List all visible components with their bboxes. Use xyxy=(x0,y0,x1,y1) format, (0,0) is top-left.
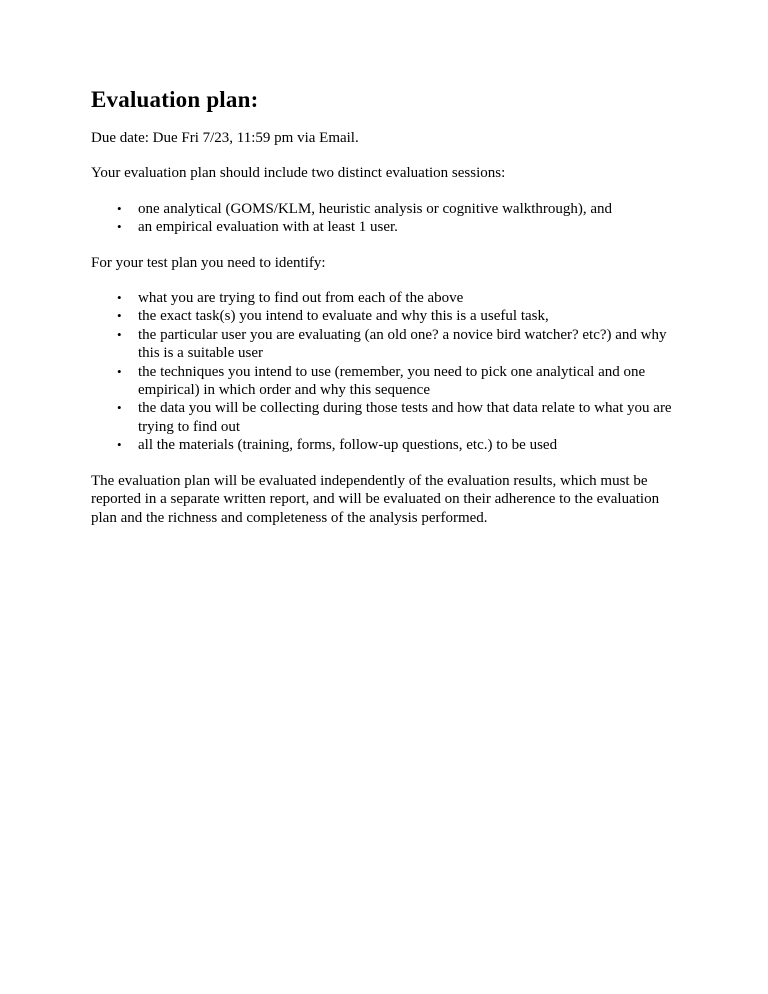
list-item xyxy=(91,289,678,307)
bullet-list-session-types xyxy=(91,200,678,237)
bullet-icon: • xyxy=(117,437,122,453)
paragraph-intro: Your evaluation plan should include two distinct evaluation sessions: xyxy=(91,165,506,182)
bullet-icon: • xyxy=(117,363,122,379)
list-item-text: the techniques you intend to use (remember, you need to pick one analytical and one empirical) in which order and why this sequence xyxy=(138,363,646,399)
bullet-icon: • xyxy=(117,326,122,342)
paragraph-test-plan-intro: For your test plan you need to identify: xyxy=(91,254,326,271)
bullet-icon: • xyxy=(117,219,122,235)
page-title: Evaluation plan: xyxy=(91,87,259,112)
list-item xyxy=(91,200,678,218)
list-item-text: one analytical (GOMS/KLM, heuristic analysis or cognitive walkthrough), and xyxy=(138,200,613,217)
bullet-icon: • xyxy=(117,200,122,216)
bullet-list-identify xyxy=(91,289,678,455)
paragraph-due-date: Due date: Due Fri 7/23, 11:59 pm via Email. xyxy=(91,130,359,146)
list-item-text: an empirical evaluation with at least 1 user. xyxy=(138,219,398,236)
bullet-icon: • xyxy=(117,308,122,324)
list-item-text: all the materials (training, forms, follow-up questions, etc.) to be used xyxy=(138,437,558,454)
list-item xyxy=(91,436,678,454)
bullet-icon: • xyxy=(117,290,122,306)
list-item xyxy=(91,363,678,400)
list-item-text: the particular user you are evaluating (an old one? a novice bird watcher? etc?) and why this is a suitable user xyxy=(138,326,667,362)
list-item-text: the exact task(s) you intend to evaluate and why this is a useful task, xyxy=(138,308,549,325)
list-item xyxy=(91,218,678,236)
list-item xyxy=(91,326,678,363)
bullet-icon: • xyxy=(117,400,122,416)
list-item-text: what you are trying to find out from each of the above xyxy=(138,290,464,307)
list-item xyxy=(91,399,678,436)
list-item xyxy=(91,307,678,325)
list-item-text: the data you will be collecting during those tests and how that data relate to what you are trying to find out xyxy=(138,400,672,435)
paragraph-closing: The evaluation plan will be evaluated independently of the evaluation results, which must be reported in a separate written report, and will be evaluated on their adherence to the evaluation plan and the richness and completeness of the analysis performed. xyxy=(91,472,660,526)
